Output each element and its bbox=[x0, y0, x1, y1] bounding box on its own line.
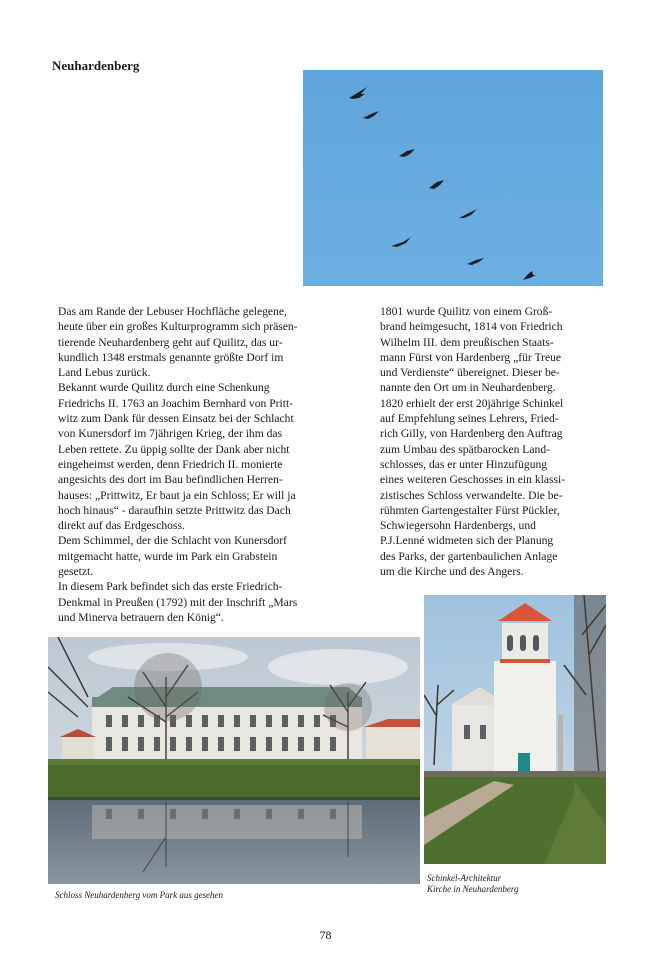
caption-kirche-line-2: Kirche in Neuhardenberg bbox=[427, 884, 519, 894]
text-line: rich Gilly, von Hardenberg den Auftrag bbox=[380, 427, 563, 441]
text-line: zum Umbau des spätbarocken Land- bbox=[380, 442, 550, 456]
text-line: angesichts des dort im Bau befindlichen Herren- bbox=[58, 473, 283, 487]
text-line: zistisches Schloss verwandelte. Die be- bbox=[380, 488, 563, 502]
schloss-image bbox=[48, 637, 420, 884]
caption-kirche-line-1: Schinkel-Architektur bbox=[427, 873, 502, 883]
text-line: eingeheimst werden, denn Friedrich II. monierte bbox=[58, 457, 283, 471]
text-column-right bbox=[380, 304, 592, 579]
text-line: P.J.Lenné widmeten sich der Planung bbox=[380, 534, 554, 548]
text-line: mitgemacht hatte, wurde im Park ein Grabstein bbox=[58, 549, 278, 563]
text-line: Dem Schimmel, der die Schlacht von Kunersdorf bbox=[58, 534, 287, 548]
text-line: heute über ein großes Kulturprogramm sich präsen- bbox=[58, 320, 298, 334]
text-line: mann Fürst von Hardenberg „für Treue bbox=[380, 350, 562, 364]
text-line: Wilhelm III. dem preußischen Staats- bbox=[380, 335, 554, 349]
text-line: direkt auf das Erdgeschoss. bbox=[58, 519, 185, 533]
text-line: schlosses, das er unter Hinzufügung bbox=[380, 457, 548, 471]
page-number: 78 bbox=[319, 928, 332, 942]
text-line: Denkmal in Preußen (1792) mit der Inschrift „Mars bbox=[58, 595, 298, 609]
text-line: Land Lebus zurück. bbox=[58, 366, 151, 380]
page-title: Neuhardenberg bbox=[52, 58, 140, 73]
text-line: gesetzt. bbox=[58, 565, 94, 579]
text-line: witz zum Dank für dessen Einsatz bei der Schlacht bbox=[58, 412, 294, 426]
text-line: 1820 erhielt der erst 20jährige Schinkel bbox=[380, 396, 564, 410]
text-line: eines weiteren Geschosses in ein klassi- bbox=[380, 473, 566, 487]
text-line: von Kunersdorf im 7jährigen Krieg, der ihm das bbox=[58, 427, 283, 441]
text-line: des Parks, der gartenbaulichen Anlage bbox=[380, 549, 558, 563]
text-line: 1801 wurde Quilitz von einem Groß- bbox=[380, 305, 553, 318]
caption-schloss: Schloss Neuhardenberg vom Park aus gesehen bbox=[55, 890, 224, 900]
text-line: kundlich 1348 erstmals genannte größte Dorf im bbox=[58, 350, 284, 364]
text-line: Das am Rande der Lebuser Hochfläche gelegene, bbox=[58, 305, 287, 318]
text-line: In diesem Park befindet sich das erste Friedrich- bbox=[58, 580, 283, 594]
kirche-image bbox=[424, 595, 606, 864]
text-line: rühmten Gartengestalter Fürst Pückler, bbox=[380, 503, 560, 517]
text-line: Friedrichs II. 1763 an Joachim Bernhard von Pritt- bbox=[58, 396, 294, 410]
photo-kirche bbox=[424, 595, 606, 864]
text-column-left bbox=[58, 304, 328, 625]
caption-kirche bbox=[427, 873, 519, 895]
text-line: tierende Neuhardenberg geht auf Quilitz, das ur- bbox=[58, 335, 283, 349]
text-line: brand heimgesucht, 1814 von Friedrich bbox=[380, 320, 563, 334]
text-line: Leben rettete. Zu üppig sollte der Dank aber nicht bbox=[58, 442, 290, 456]
photo-birds-sky bbox=[303, 70, 603, 286]
text-line: um die Kirche und des Angers. bbox=[380, 565, 524, 579]
birds-sky-image bbox=[303, 70, 603, 286]
text-line: und Verdienste“ übereignet. Dieser be- bbox=[380, 366, 560, 380]
text-line: nannte den Ort um in Neuhardenberg. bbox=[380, 381, 556, 395]
text-line: hoch hinaus“ - daraufhin setzte Prittwitz das Dach bbox=[58, 503, 291, 517]
text-line: hauses: „Prittwitz, Er baut ja ein Schloss; Er will ja bbox=[58, 488, 296, 502]
photo-schloss-park bbox=[48, 637, 420, 884]
text-line: auf Empfehlung seines Lehrers, Fried- bbox=[380, 412, 559, 426]
text-line: Schwiegersohn Hardenbergs, und bbox=[380, 519, 536, 533]
text-line: und Minerva betrauern den König“. bbox=[58, 610, 224, 624]
text-line: Bekannt wurde Quilitz durch eine Schenkung bbox=[58, 381, 270, 395]
